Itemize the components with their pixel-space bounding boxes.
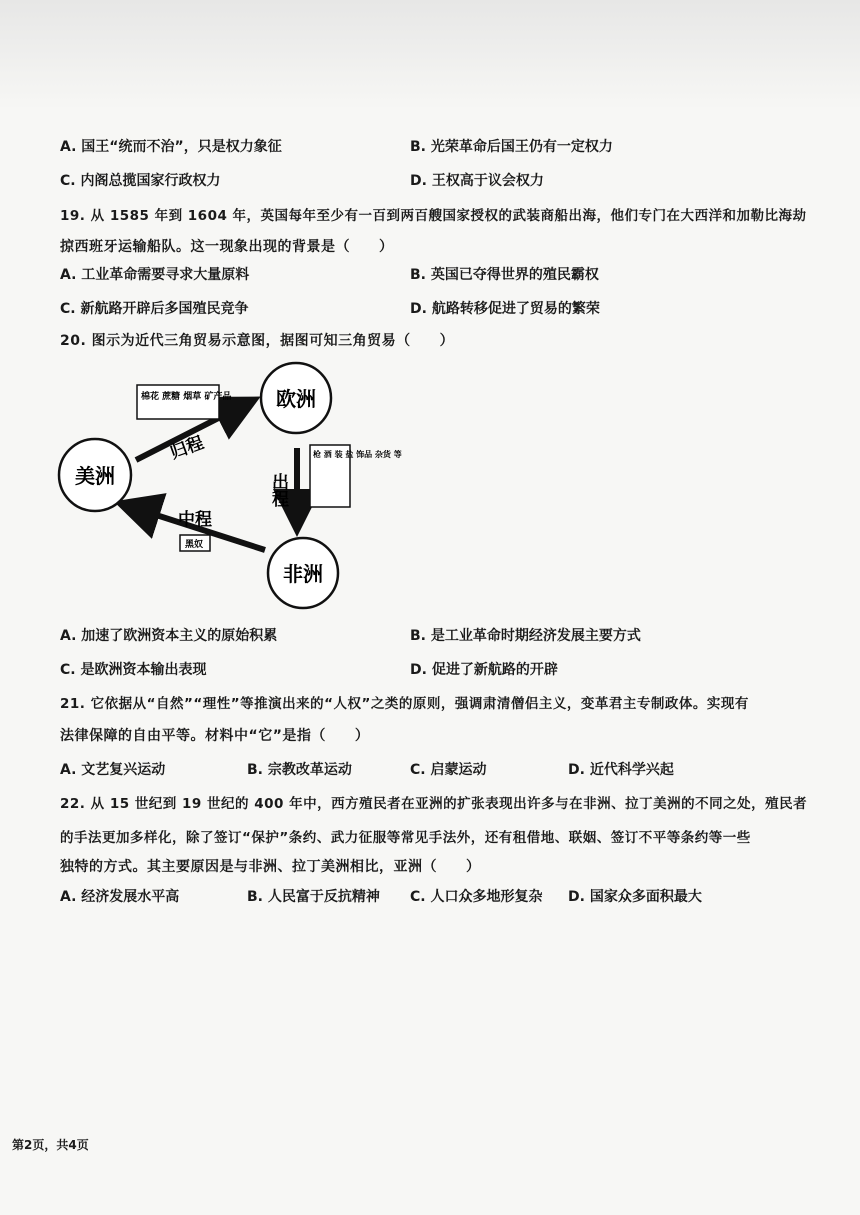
q18-option-a[interactable]: A. 国王“统而不治”，只是权力象征 — [60, 139, 282, 155]
return-goods-text: 棉花 蔗糖 烟草 矿产品 — [141, 392, 232, 402]
q18-option-d[interactable]: D. 王权高于议会权力 — [410, 173, 544, 189]
q20-option-d[interactable]: D. 促进了新航路的开辟 — [410, 662, 558, 678]
scan-shadow — [0, 0, 860, 110]
return-goods-box — [137, 385, 219, 419]
outbound-leg-label: 出程 — [268, 473, 288, 507]
q21-stem-line1: 21. 它依据从“自然”“理性”等推演出来的“人权”之类的原则，强调肃清僧侣主义，变革君主专制政体。实现有 — [60, 696, 749, 712]
q18-option-b[interactable]: B. 光荣革命后国王仍有一定权力 — [410, 139, 613, 155]
q19-option-a[interactable]: A. 工业革命需要寻求大量原料 — [60, 267, 250, 283]
outbound-goods-text: 枪 酒 装 盐 饰品 杂货 等 — [313, 450, 402, 459]
q22-stem-line3: 独特的方式。其主要原因是与非洲、拉丁美洲相比，亚洲（ ） — [60, 859, 481, 875]
q19-option-c[interactable]: C. 新航路开辟后多国殖民竞争 — [60, 301, 249, 317]
q21-option-a[interactable]: A. 文艺复兴运动 — [60, 762, 166, 778]
triangle-trade-diagram — [0, 355, 420, 615]
q22-option-b[interactable]: B. 人民富于反抗精神 — [247, 889, 380, 905]
page-footer: 第2页，共4页 — [12, 1138, 89, 1152]
q19-stem-line2: 掠西班牙运输船队。这一现象出现的背景是（ ） — [60, 239, 394, 255]
q21-option-c[interactable]: C. 启蒙运动 — [410, 762, 487, 778]
q22-stem-line1: 22. 从 15 世纪到 19 世纪的 400 年中，西方殖民者在亚洲的扩张表现出许多与在非洲、拉丁美洲的不同之处，殖民者 — [60, 796, 808, 812]
q19-option-b[interactable]: B. 英国已夺得世界的殖民霸权 — [410, 267, 599, 283]
q20-stem: 20. 图示为近代三角贸易示意图，据图可知三角贸易（ ） — [60, 333, 455, 349]
q22-option-a[interactable]: A. 经济发展水平高 — [60, 889, 180, 905]
q19-stem-line1: 19. 从 1585 年到 1604 年，英国每年至少有一百到两百艘国家授权的武装商船出海，他们专门在大西洋和加勒比海劫 — [60, 208, 807, 224]
return-leg-label: 归程 — [167, 433, 207, 464]
q20-option-c[interactable]: C. 是欧洲资本输出表现 — [60, 662, 207, 678]
middle-leg-label: 中程 — [178, 510, 212, 530]
europe-label: 欧洲 — [276, 387, 316, 411]
q20-option-b[interactable]: B. 是工业革命时期经济发展主要方式 — [410, 628, 641, 644]
q19-option-d[interactable]: D. 航路转移促进了贸易的繁荣 — [410, 301, 600, 317]
africa-label: 非洲 — [283, 562, 323, 586]
q22-option-c[interactable]: C. 人口众多地形复杂 — [410, 889, 543, 905]
q22-option-d[interactable]: D. 国家众多面积最大 — [568, 889, 702, 905]
q20-option-a[interactable]: A. 加速了欧洲资本主义的原始积累 — [60, 628, 278, 644]
q18-option-c[interactable]: C. 内阁总揽国家行政权力 — [60, 173, 221, 189]
q22-stem-line2: 的手法更加多样化，除了签订“保护”条约、武力征服等常见手法外，还有租借地、联姻、签订不平等条约等一些 — [60, 830, 751, 846]
q21-option-b[interactable]: B. 宗教改革运动 — [247, 762, 352, 778]
middle-goods-text: 黑奴 — [185, 540, 204, 550]
q21-stem-line2: 法律保障的自由平等。材料中“它”是指（ ） — [60, 728, 370, 744]
q21-option-d[interactable]: D. 近代科学兴起 — [568, 762, 674, 778]
america-label: 美洲 — [75, 464, 115, 488]
